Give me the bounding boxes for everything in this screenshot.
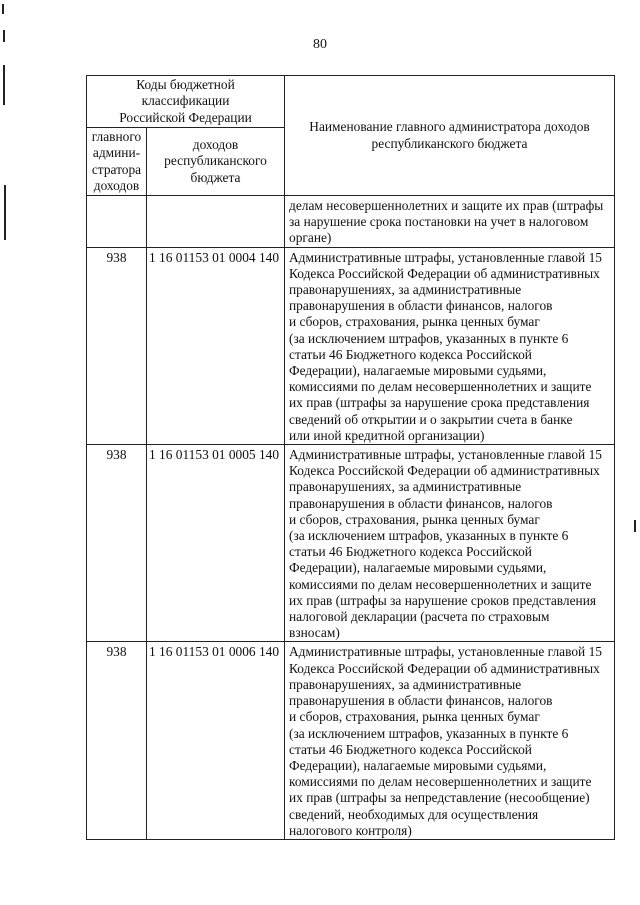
row-income-code: 1 16 01153 01 0006 140 bbox=[147, 642, 285, 839]
table-row bbox=[87, 196, 615, 248]
row-income-code bbox=[147, 196, 285, 248]
scan-mark-right bbox=[634, 520, 636, 532]
row-income-code: 1 16 01153 01 0005 140 bbox=[147, 445, 285, 642]
row-income-code: 1 16 01153 01 0004 140 bbox=[147, 247, 285, 444]
table-row bbox=[87, 247, 615, 444]
table-row bbox=[87, 445, 615, 642]
header-main-administrator: главного админи- стратора доходов bbox=[87, 128, 147, 196]
budget-classification-table bbox=[86, 75, 615, 840]
table-header-row-1 bbox=[87, 76, 615, 128]
row-description: Административные штрафы, установленные главой 15 Кодекса Российской Федерации об административных правонарушениях, за административные правонарушения в области финансов, налогов и сборов, страхования, рынка ценных бумаг (за исключением штрафов, указанных в пункте 6 статьи 46 Бюджетного кодекса Российской Федерации), налагаемые мировыми судьями, комиссиями по делам несовершеннолетних и защите их прав (штрафы за непредставление (несообщение) сведений, необходимых для осуществления налогового контроля) bbox=[285, 642, 615, 839]
header-budget-codes: Коды бюджетной классификации Российской Федерации bbox=[87, 76, 285, 128]
row-admin-code: 938 bbox=[87, 642, 147, 839]
row-description: Административные штрафы, установленные главой 15 Кодекса Российской Федерации об административных правонарушениях, за административные правонарушения в области финансов, налогов и сборов, страхования, рынка ценных бумаг (за исключением штрафов, указанных в пункте 6 статьи 46 Бюджетного кодекса Российской Федерации), налагаемые мировыми судьями, комиссиями по делам несовершеннолетних и защите их прав (штрафы за нарушение сроков представления налоговой декларации (расчета по страховым взносам) bbox=[285, 445, 615, 642]
row-description: делам несовершеннолетних и защите их прав (штрафы за нарушение срока постановки на учет в налоговом органе) bbox=[285, 196, 615, 248]
row-admin-code bbox=[87, 196, 147, 248]
header-administrator-name: Наименование главного администратора доходов республиканского бюджета bbox=[285, 76, 615, 196]
row-admin-code: 938 bbox=[87, 247, 147, 444]
scan-mark-left-3 bbox=[4, 185, 6, 240]
header-income-code: доходов республиканского бюджета bbox=[147, 128, 285, 196]
scan-mark-left-2 bbox=[3, 65, 5, 105]
page-number: 80 bbox=[313, 37, 327, 52]
row-description: Административные штрафы, установленные главой 15 Кодекса Российской Федерации об административных правонарушениях, за административные правонарушения в области финансов, налогов и сборов, страхования, рынка ценных бумаг (за исключением штрафов, указанных в пункте 6 статьи 46 Бюджетного кодекса Российской Федерации), налагаемые мировыми судьями, комиссиями по делам несовершеннолетних и защите их прав (штрафы за нарушение срока представления сведений об открытии и о закрытии счета в банке или иной кредитной организации) bbox=[285, 247, 615, 444]
row-admin-code: 938 bbox=[87, 445, 147, 642]
scan-mark-top-left bbox=[2, 4, 4, 14]
table-row bbox=[87, 642, 615, 839]
